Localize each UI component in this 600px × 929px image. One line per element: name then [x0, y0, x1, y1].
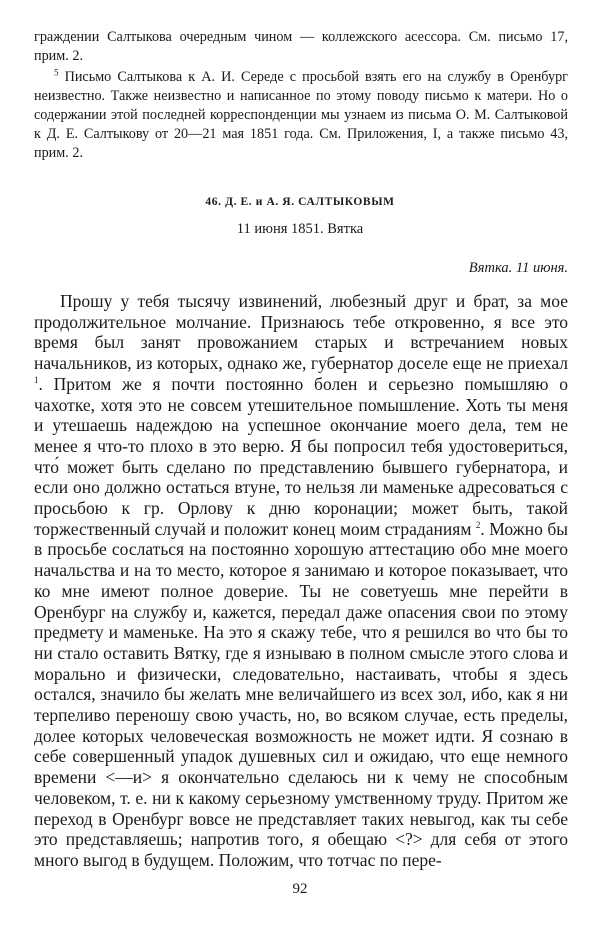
- footnote-5: [34, 68, 568, 163]
- footnote-ref-2: 2: [475, 519, 481, 530]
- footnote-5-marker: 5: [54, 67, 59, 78]
- letter-place-date: Вятка. 11 июня.: [468, 260, 568, 276]
- letter-body-part-3: . Можно бы в просьбе сослаться на постоянно хорошую аттестацию обо мне моего начальства и на то место, которое я занимаю и которое показывает, что ко мне имеют полное доверие. Ты не советуешь мне перейти в Оренбург на службу и, кажется, передал даже опасения свои по этому предмету и маменьке. На это я скажу тебе, что я решился во что бы то ни стало оставить Вятку, где я изнываю в полном смысле этого слова и морально и физически, следовательно, настаивать, чтобы я здесь остался, значило бы желать мне величайшего из всех зол, ибо, как я ни терпеливо переношу свою участь, но, во всяком случае, есть пределы, долее которых человеческая возможность не может идти. Я сознаю в себе совершенный упадок душевных сил и ожидаю, что еще немного времени <—и> я окончательно сделаюсь ни к чему не способным человеком, т. е. ни к какому серьезному умственному труду. Притом же переход в Оренбург вовсе не представляет таких невыгод, как ты себе это представляешь; напротив того, я обещаю <?> для себя от этого много выгод в будущем. Положим, что тотчас по пере-: [34, 518, 569, 870]
- footnote-continuation: граждении Салтыкова очередным чином — коллежского асессора. См. письмо 17, прим. 2.: [34, 29, 568, 64]
- letter-body: [34, 291, 568, 871]
- letter-body-part-2: . Притом же я почти постоянно болен и серьезно помышляю о чахотке, хотя это не совсем утешительное помышление. Хоть ты меня и утешаешь надеждою на успешное окончание моего дела, тем не менее я что-то плохо в это верю. Я бы попросил тебя удостовериться, что́ может быть сделано по представлению бывшего губернатора, и если оно должно остаться втуне, то нельзя ли маменьке адресоваться с просьбою к гр. Орлову к дню коронации; может быть, такой торжественный случай и положит конец моим страданиям: [34, 373, 568, 539]
- footnote-ref-1: 1: [34, 374, 39, 385]
- letter-heading: 46. Д. Е. и А. Я. САЛТЫКОВЫМ: [205, 196, 395, 208]
- letter-body-part-1: Прошу у тебя тысячу извинений, любезный друг и брат, за мое продолжительное молчание. Признаюсь тебе откровенно, я все это время был занят провожанием старых и встречанием новых начальников, из которых, однако же, губернатор доселе еще не приехал: [34, 291, 568, 374]
- page-number: 92: [292, 881, 308, 897]
- footnote-5-text: Письмо Салтыкова к А. И. Середе с просьбой взять его на службу в Оренбург неизвестно. Также неизвестно и написанное по этому поводу письмо к матери. Но о содержании этой последней корреспонденции мы узнаем из письма О. М. Салтыковой к Д. Е. Салтыкову от 20—21 мая 1851 года. См. Приложения, I, а также письмо 43, прим. 2.: [34, 69, 568, 161]
- letter-date: 11 июня 1851. Вятка: [236, 221, 364, 237]
